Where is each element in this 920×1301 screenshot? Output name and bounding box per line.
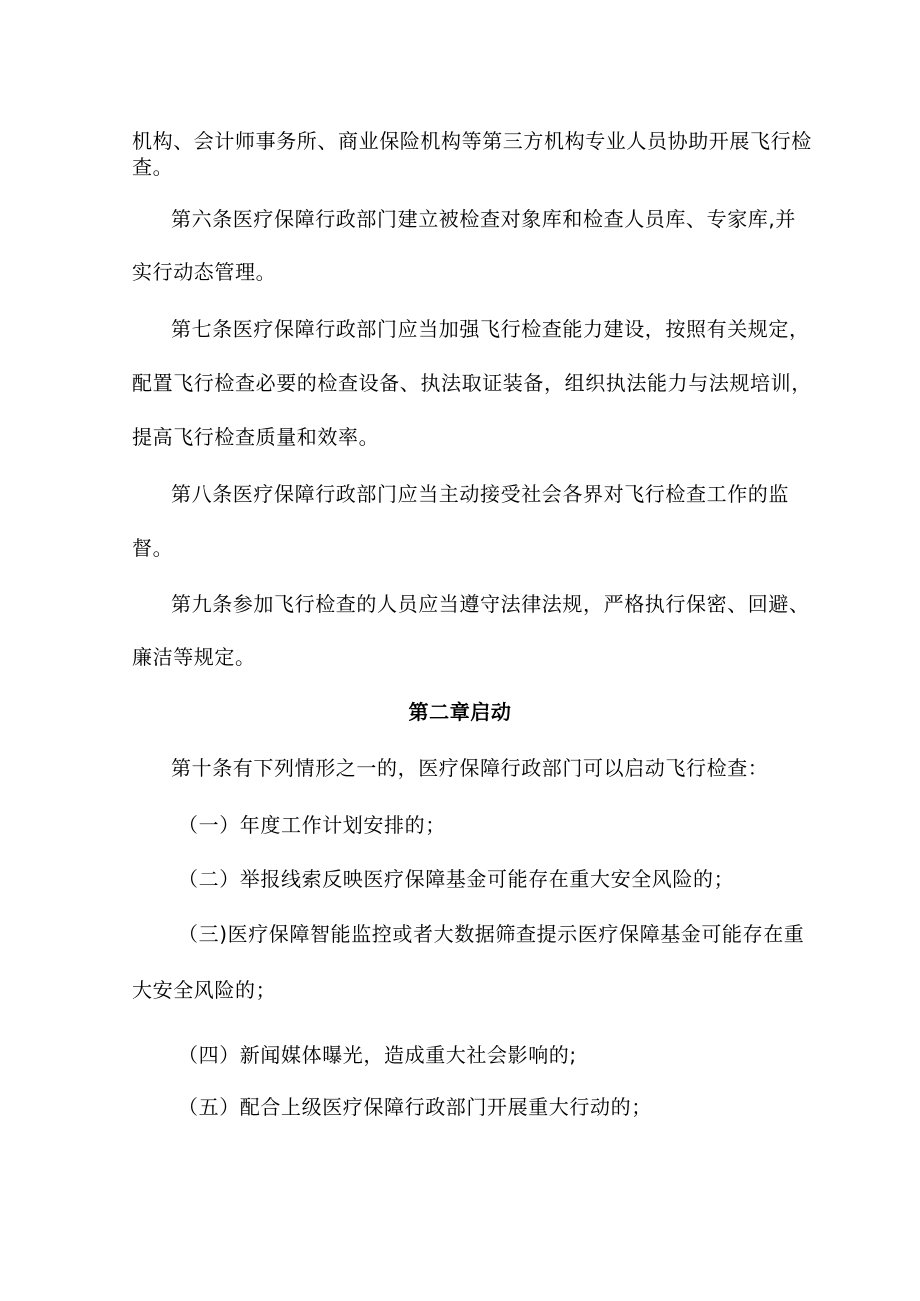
article-eight-line: 督。 [132, 536, 174, 560]
article-seven-line: 配置飞行检查必要的检查设备、执法取证装备，组织执法能力与法规培训， [132, 371, 812, 395]
article-ten: 第十条有下列情形之一的，医疗保障行政部门可以启动飞行检查： [171, 756, 769, 780]
article-nine-line: 第九条参加飞行检查的人员应当遵守法律法规，严格执行保密、回避、 [171, 592, 810, 616]
article-nine-line: 廉洁等规定。 [132, 645, 256, 669]
list-item: （二）举报线索反映医疗保障基金可能存在重大安全风险的； [178, 867, 735, 891]
article-six-line: 实行动态管理。 [132, 260, 277, 284]
list-item: （五）配合上级医疗保障行政部门开展重大行动的； [178, 1095, 652, 1119]
chapter-heading: 第二章启动 [408, 700, 512, 724]
article-seven-line: 提高飞行检查质量和效率。 [132, 425, 380, 449]
list-item: （三)医疗保障智能监控或者大数据筛查提示医疗保障基金可能存在重 [178, 922, 805, 946]
paragraph-line: 机构、会计师事务所、商业保险机构等第三方机构专业人员协助开展飞行检 [132, 129, 812, 153]
article-six-line: 第六条医疗保障行政部门建立被检查对象库和检查人员库、专家库,并 [171, 207, 796, 231]
article-seven-line: 第七条医疗保障行政部门应当加强飞行检查能力建设，按照有关规定， [171, 317, 810, 341]
list-item: （四）新闻媒体曝光，造成重大社会影响的; [178, 1043, 577, 1067]
paragraph-line: 查。 [132, 155, 174, 179]
list-item: 大安全风险的； [132, 978, 277, 1002]
list-item: （一）年度工作计划安排的； [178, 813, 446, 837]
article-eight-line: 第八条医疗保障行政部门应当主动接受社会各界对飞行检查工作的监 [171, 482, 789, 506]
